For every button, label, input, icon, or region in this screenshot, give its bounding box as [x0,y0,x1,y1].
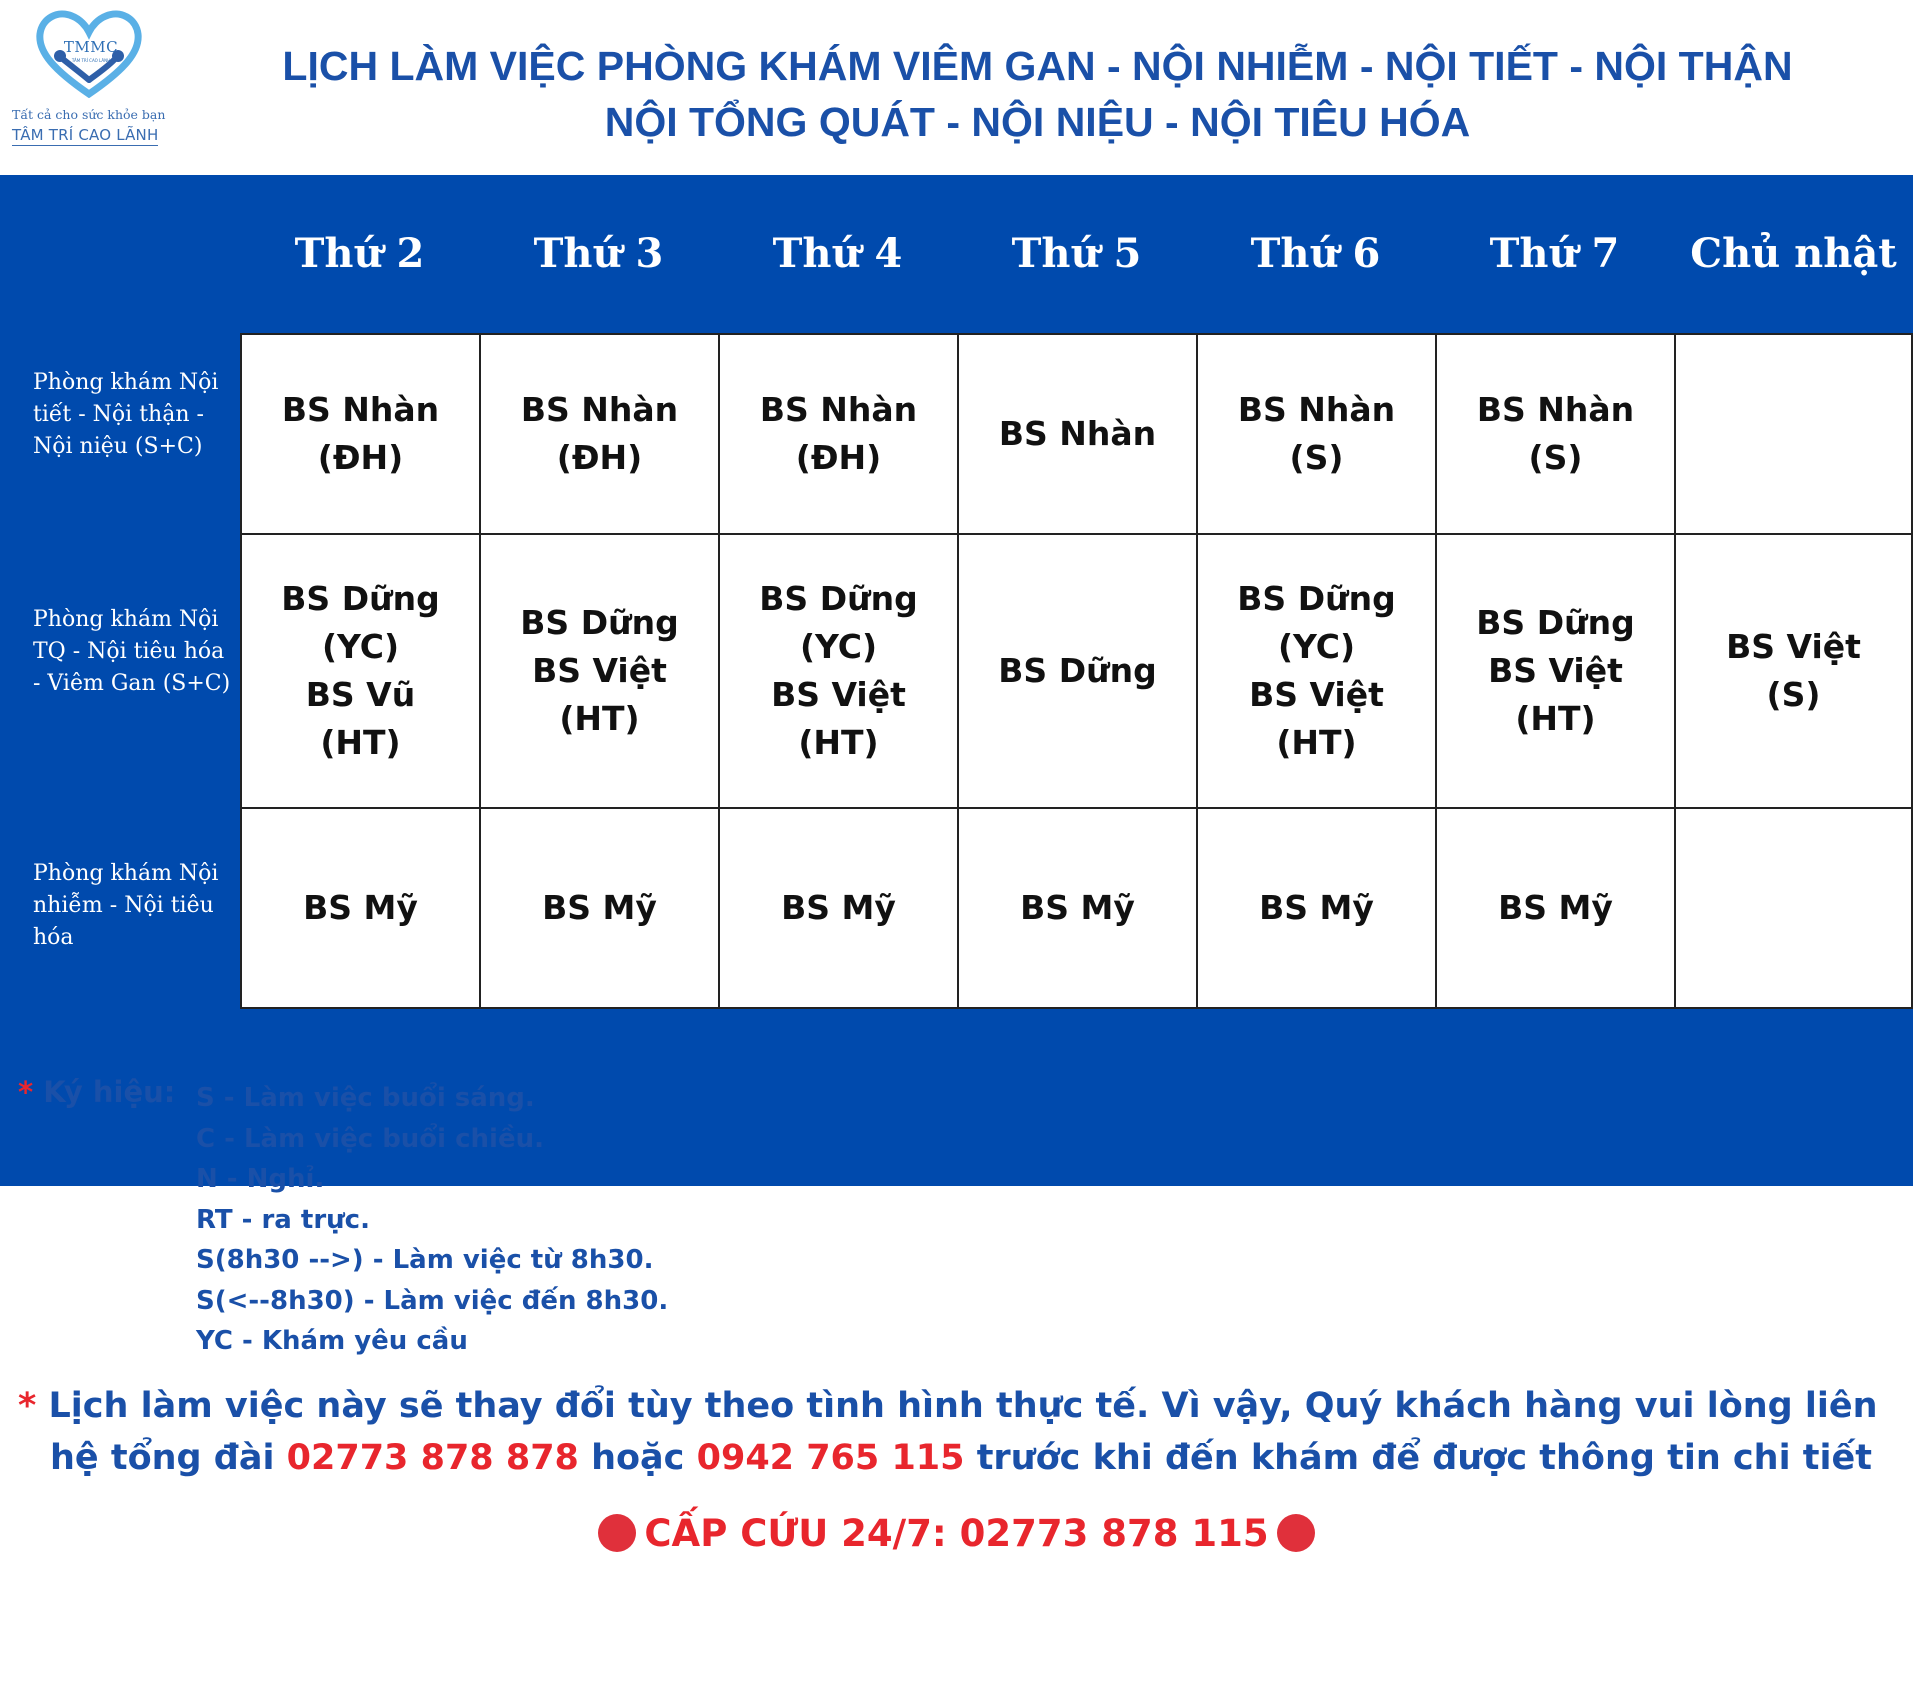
schedule-cell: BS Nhàn [957,333,1198,535]
logo-mark-small: TÂM TRÍ CAO LÃNH [71,58,111,63]
mobile-phone: 0942 765 115 [696,1438,965,1478]
schedule-notice [18,1380,1898,1484]
legend-item: C - Làm việc buổi chiều. [196,1123,544,1154]
schedule-cell: BS Mỹ [957,807,1198,1009]
schedule-cell: BS Mỹ [479,807,720,1009]
day-header: Thứ 6 [1250,230,1381,277]
schedule-cell: BS Mỹ [240,807,481,1009]
legend-item: RT - ra trực. [196,1204,370,1235]
schedule-cell: BS Nhàn (S) [1435,333,1676,535]
room-label: Phòng khám Nội TQ - Nội tiêu hóa - Viêm Gan (S+C) [33,607,231,696]
schedule-cell: BS Dững (YC) BS Vũ (HT) [240,533,481,809]
legend-item: N - Nghỉ. [196,1164,325,1194]
schedule-cell: BS Nhàn (S) [1196,333,1437,535]
title-line-1: LỊCH LÀM VIỆC PHÒNG KHÁM VIÊM GAN - NỘI NHIỄM - NỘI TIẾT - NỘI THẬN [282,43,1793,89]
schedule-cell: BS Dững [957,533,1198,809]
schedule-cell: BS Việt (S) [1674,533,1913,809]
day-header: Chủ nhật [1690,230,1897,277]
notice-text: hệ tổng đài [50,1438,275,1478]
day-header: Thứ 3 [533,230,664,277]
schedule-cell [1674,333,1913,535]
schedule-cell: BS Mỹ [718,807,959,1009]
schedule-cell: BS Dững (YC) BS Việt (HT) [718,533,959,809]
day-header: Thứ 7 [1489,230,1620,277]
emergency-text: CẤP CỨU 24/7: 02773 878 115 [644,1512,1269,1555]
schedule-grid [240,333,1913,1009]
legend-label [18,1075,175,1109]
day-header: Thứ 2 [294,230,425,277]
schedule-cell: BS Mỹ [1435,807,1676,1009]
legend-list [196,1078,668,1362]
legend-item: S - Làm việc buổi sáng. [196,1083,535,1113]
emergency-line [0,1512,1913,1555]
note-star: * [18,1075,34,1109]
legend-item: YC - Khám yêu cầu [196,1326,468,1356]
page-title [180,38,1895,150]
logo-name: TÂM TRÍ CAO LÃNH [12,126,159,144]
day-header: Thứ 4 [772,230,903,277]
clinic-logo [8,8,168,148]
legend-item: S(<--8h30) - Làm việc đến 8h30. [196,1285,669,1316]
hotline-phone: 02773 878 878 [286,1438,579,1478]
schedule-cell: BS Nhàn (ĐH) [240,333,481,535]
red-dot-icon [1277,1514,1315,1552]
schedule-cell: BS Nhàn (ĐH) [718,333,959,535]
notice-text: hoặc [591,1438,685,1478]
logo-mark: TMMC [63,38,119,56]
schedule-cell: BS Dững BS Việt (HT) [479,533,720,809]
schedule-cell: BS Nhàn (ĐH) [479,333,720,535]
note-star: * [18,1386,37,1426]
schedule-cell: BS Dững (YC) BS Việt (HT) [1196,533,1437,809]
logo-tagline: Tất cả cho sức khỏe bạn [12,107,166,122]
notice-text: Lịch làm việc này sẽ thay đổi tùy theo tình hình thực tế. Vì vậy, Quý khách hàng vui lòng liên [48,1386,1878,1426]
schedule-cell [1674,807,1913,1009]
legend-item: S(8h30 -->) - Làm việc từ 8h30. [196,1245,654,1275]
title-line-2: NỘI TỔNG QUÁT - NỘI NIỆU - NỘI TIÊU HÓA [604,99,1471,145]
room-label: Phòng khám Nội tiết - Nội thận - Nội niệu (S+C) [33,370,219,459]
schedule-cell: BS Mỹ [1196,807,1437,1009]
legend-title: Ký hiệu: [43,1075,176,1109]
room-label: Phòng khám Nội nhiễm - Nội tiêu hóa [33,861,219,950]
notice-text: trước khi đến khám để được thông tin chi tiết [976,1438,1872,1478]
schedule-cell: BS Dững BS Việt (HT) [1435,533,1676,809]
red-dot-icon [598,1514,636,1552]
day-header: Thứ 5 [1011,230,1142,277]
